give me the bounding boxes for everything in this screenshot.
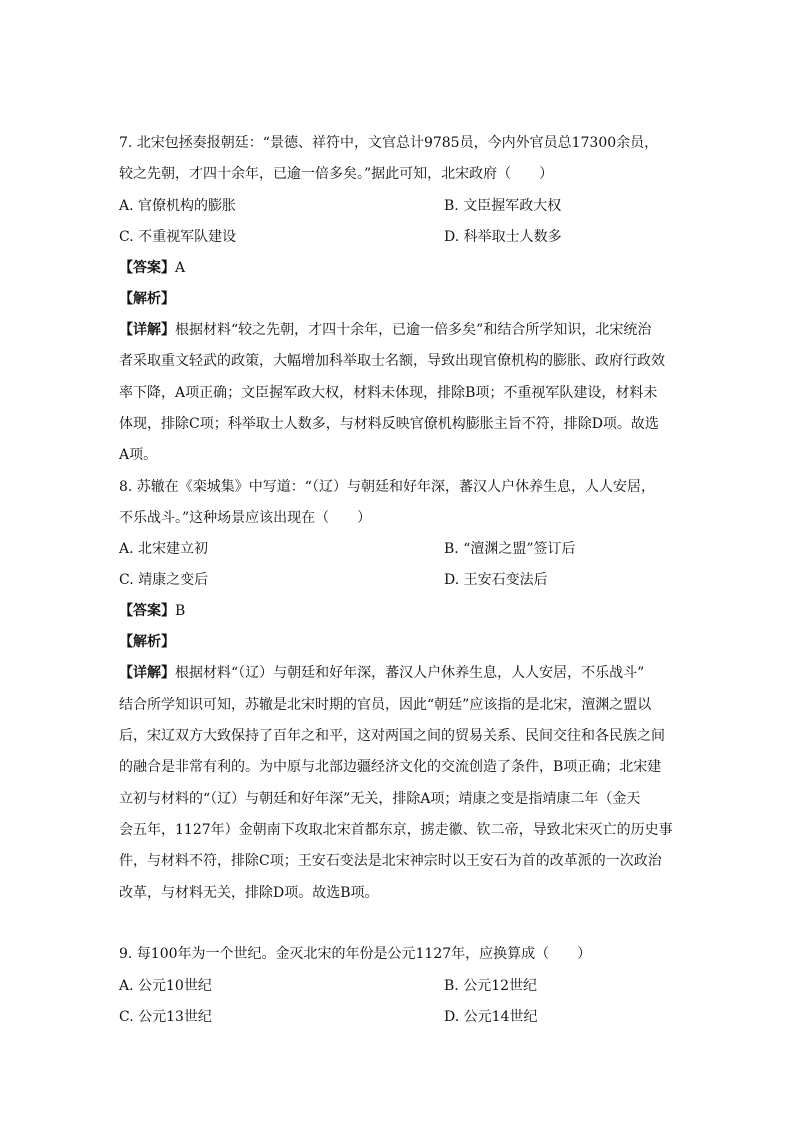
q8-option-a: A. 北宋建立初 xyxy=(119,541,209,557)
q7-stem-line-1: 7. 北宋包拯奏报朝廷：“景德、祥符中，文官总计9785员，今内外官员总17300余员， xyxy=(119,135,659,151)
q7-detail-line-2: 者采取重文轻武的政策，大幅增加科举取士名额，导致出现官僚机构的膨胀、政府行政效 xyxy=(119,353,665,369)
q8-stem-line-1: 8. 苏辙在《栾城集》中写道：“（辽）与朝廷和好年深，蕃汉人户休养生息，人人安居， xyxy=(119,479,655,495)
q8-detail-line-5: 立初与材料的“（辽）与朝廷和好年深”无关，排除A项；靖康之变是指靖康二年（金天 xyxy=(119,791,641,807)
q8-detail-text-1: 根据材料“（辽）与朝廷和好年深，蕃汉人户休养生息，人人安居，不乐战斗” xyxy=(175,665,645,681)
q9-option-d: D. 公元14世纪 xyxy=(444,1009,538,1025)
q8-detail-line-6: 会五年，1127年）金朝南下攻取北宋首都东京，掳走徽、钦二帝，导致北宋灭亡的历史事 xyxy=(119,822,673,838)
q9-stem-line-1: 9. 每100年为一个世纪。金灭北宋的年份是公元1127年，应换算成（ ） xyxy=(119,946,592,962)
q7-answer-value: A xyxy=(175,260,186,276)
q7-detail-line-4: 体现，排除C项；科举取士人数多，与材料反映官僚机构膨胀主旨不符，排除D项。故选 xyxy=(119,416,659,432)
q7-option-d: D. 科举取士人数多 xyxy=(444,229,562,245)
q8-option-c: C. 靖康之变后 xyxy=(119,572,209,588)
q8-detail-label: 【详解】 xyxy=(119,665,175,681)
q7-detail-line-5: A项。 xyxy=(119,447,158,463)
q8-detail-line-3: 后，宋辽双方大致保持了百年之和平，这对两国之间的贸易关系、民间交往和各民族之间 xyxy=(119,728,665,744)
q7-option-a: A. 官僚机构的膨胀 xyxy=(119,198,237,214)
q9-option-c: C. 公元13世纪 xyxy=(119,1009,212,1025)
q8-answer xyxy=(119,602,185,620)
q7-stem-line-2: 较之先朝，才四十余年，已逾一倍多矣。”据此可知，北宋政府（ ） xyxy=(119,166,554,182)
q7-detail-text-1: 根据材料“较之先朝，才四十余年，已逾一倍多矣”和结合所学知识，北宋统治 xyxy=(175,322,652,338)
q8-option-b: B. “澶渊之盟”签订后 xyxy=(444,541,576,557)
q7-detail-line-1 xyxy=(119,321,651,339)
q8-detail-line-7: 件，与材料不符，排除C项；王安石变法是北宋神宗时以王安石为首的改革派的一次政治 xyxy=(119,853,662,869)
q7-option-c: C. 不重视军队建设 xyxy=(119,229,237,245)
q7-detail-line-3: 率下降，A项正确；文臣握军政大权，材料未体现，排除B项；不重视军队建设，材料未 xyxy=(119,385,658,401)
q8-detail-line-1 xyxy=(119,664,644,682)
q8-detail-line-8: 改革，与材料无关，排除D项。故选B项。 xyxy=(119,885,379,901)
q7-option-b: B. 文臣握军政大权 xyxy=(444,198,562,214)
q7-detail-label: 【详解】 xyxy=(119,322,175,338)
q9-option-b: B. 公元12世纪 xyxy=(444,978,538,994)
q8-answer-value: B xyxy=(175,603,186,619)
q9-option-a: A. 公元10世纪 xyxy=(119,978,212,994)
q8-stem-line-2: 不乐战斗。”这种场景应该出现在（ ） xyxy=(119,510,372,526)
q7-answer-label: 【答案】 xyxy=(119,260,175,276)
q8-option-d: D. 王安石变法后 xyxy=(444,572,548,588)
q7-answer xyxy=(119,259,185,277)
q8-detail-line-4: 的融合是非常有利的。为中原与北部边疆经济文化的交流创造了条件，B项正确；北宋建 xyxy=(119,759,662,775)
q8-detail-line-2: 结合所学知识可知，苏辙是北宋时期的官员，因此“朝廷”应该指的是北宋，澶渊之盟以 xyxy=(119,697,652,713)
q8-analysis-label: 【解析】 xyxy=(119,634,175,650)
q8-answer-label: 【答案】 xyxy=(119,603,175,619)
q7-analysis-label: 【解析】 xyxy=(119,291,175,307)
